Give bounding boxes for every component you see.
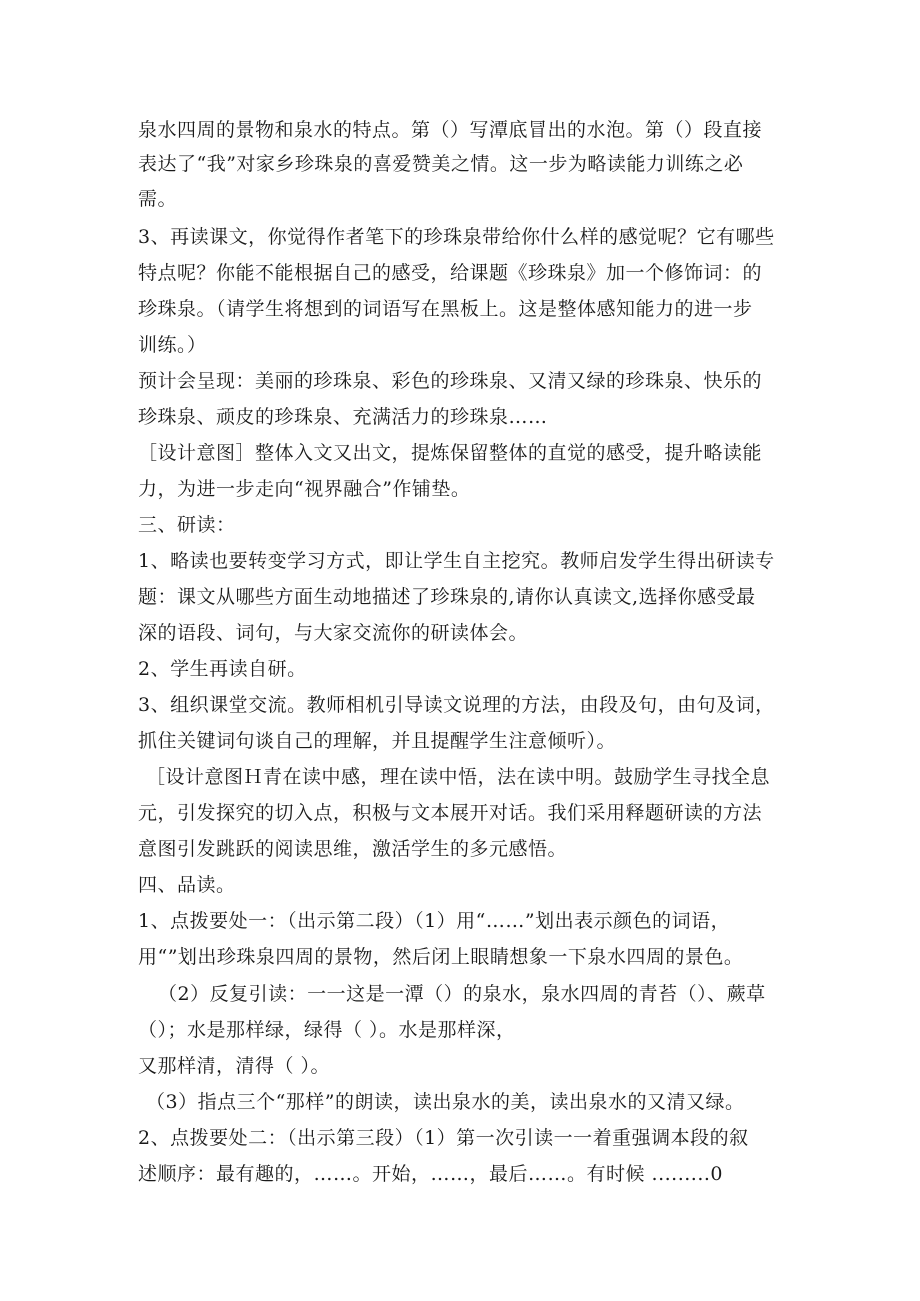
- design-intent-note: ［设计意图］整体入文又出文，提炼保留整体的直觉的感受，提升略读能: [138, 442, 763, 464]
- text-line: 特点呢？你能不能根据自己的感受，给课题《珍珠泉》加一个修饰词：的: [138, 262, 763, 284]
- text-line: 表达了“我”对家乡珍珠泉的喜爱赞美之情。这一步为略读能力训练之必: [138, 153, 744, 175]
- text-line: 2、学生再读自研。: [138, 658, 307, 680]
- text-line: 3、再读课文，你觉得作者笔下的珍珠泉带给你什么样的感觉呢？它有哪些: [138, 226, 775, 248]
- text-line: 预计会呈现：美丽的珍珠泉、彩色的珍珠泉、又清又绿的珍珠泉、快乐的: [138, 370, 763, 392]
- design-intent-note: ［设计意图Ｈ青在读中感，理在读中悟，法在读中明。鼓励学生寻找全息: [146, 766, 771, 788]
- text-line: 元，引发探究的切入点，积极与文本展开对话。我们采用释题研读的方法: [138, 802, 763, 824]
- text-line: 又那样清，清得（ ）。: [138, 1055, 331, 1077]
- text-line: 抓住关键词句谈自己的理解，并且提醒学生注意倾听）。: [138, 730, 617, 752]
- section-heading: 三、研读：: [138, 514, 236, 536]
- text-line: （2）反复引读：一一这是一潭（）的泉水，泉水四周的青苔（）、蕨草: [158, 983, 766, 1005]
- text-line: （3）指点三个“那样”的朗读，读出泉水的美，读出泉水的又清又绿。: [146, 1091, 745, 1113]
- text-line: 题：课文从哪些方面生动地描述了珍珠泉的,请你认真读文,选择你感受最: [138, 586, 756, 608]
- text-line: 力，为进一步走向“视界融合”作铺垫。: [138, 478, 471, 500]
- text-line: 1、点拨要处一：（出示第二段）（1）用“……”划出表示颜色的词语，: [138, 910, 731, 932]
- text-line: 1、略读也要转变学习方式，即让学生自主挖究。教师启发学生得出研读专: [138, 550, 775, 572]
- text-line: 需。: [138, 188, 178, 210]
- text-line: 述顺序：最有趣的，……。开始，……，最后……。有时候 .........0: [138, 1163, 723, 1185]
- text-line: 珍珠泉、顽皮的珍珠泉、充满活力的珍珠泉……: [138, 406, 548, 428]
- text-line: 2、点拨要处二：（出示第三段）（1）第一次引读一一着重强调本段的叙: [138, 1127, 749, 1149]
- text-line: 泉水四周的景物和泉水的特点。第（）写潭底冒出的水泡。第（）段直接: [138, 119, 763, 141]
- section-heading: 四、品读。: [138, 874, 236, 896]
- text-line: （）；水是那样绿，绿得（ ）。水是那样深，: [138, 1019, 516, 1041]
- text-line: 意图引发跳跃的阅读思维，激活学生的多元感悟。: [138, 838, 568, 860]
- text-line: 珍珠泉。（请学生将想到的词语写在黑板上。这是整体感知能力的进一步: [138, 298, 753, 320]
- text-line: 训练。）: [138, 334, 207, 356]
- text-line: 用“”划出珍珠泉四周的景物，然后闭上眼睛想象一下泉水四周的景色。: [138, 946, 744, 968]
- text-line: 深的语段、词句，与大家交流你的研读体会。: [138, 622, 529, 644]
- text-line: 3、组织课堂交流。教师相机引导读文说理的方法，由段及句，由句及词，: [138, 694, 775, 716]
